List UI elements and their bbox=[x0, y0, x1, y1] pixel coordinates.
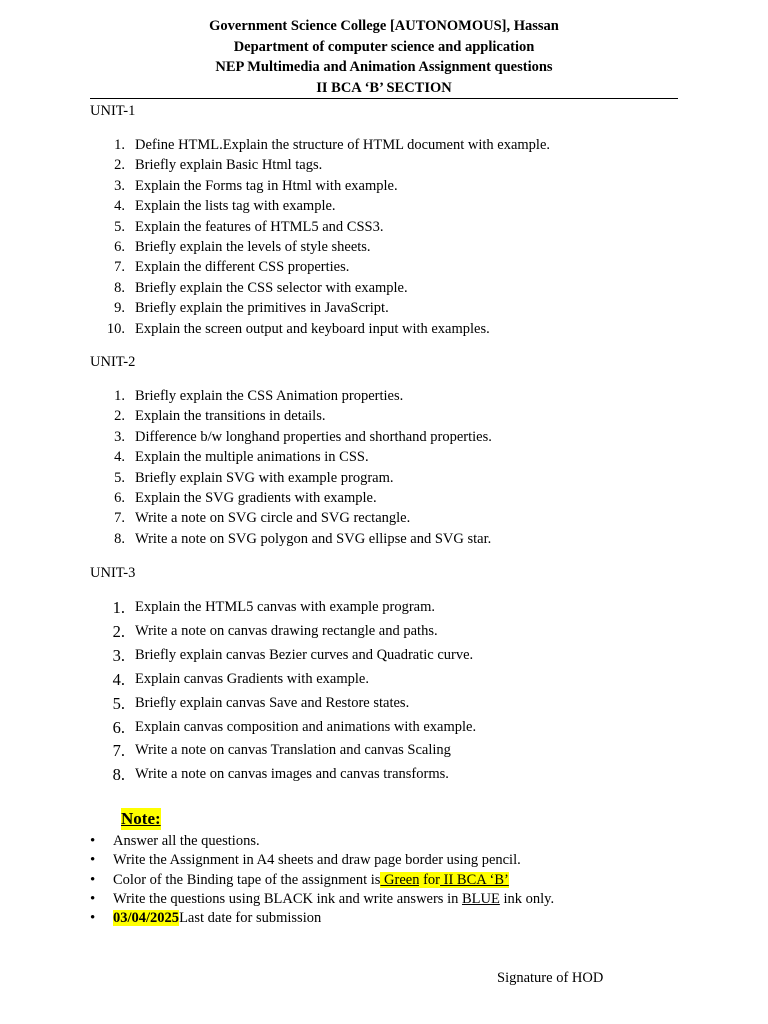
bullet-icon: • bbox=[90, 833, 96, 849]
question-number: 10. bbox=[106, 320, 125, 337]
note-text: Write the questions using BLACK ink and write answers in bbox=[113, 890, 462, 907]
question-text: Explain the features of HTML5 and CSS3. bbox=[135, 218, 384, 235]
bullet-icon: • bbox=[90, 852, 96, 869]
question-item bbox=[90, 319, 550, 339]
question-number: 1. bbox=[114, 388, 125, 404]
question-text: Briefly explain the primitives in JavaScript. bbox=[135, 300, 389, 317]
note-list bbox=[90, 832, 554, 928]
question-number: 8. bbox=[114, 279, 125, 296]
binding-class: II BCA ‘B’ bbox=[440, 871, 509, 888]
note-item bbox=[90, 909, 554, 928]
question-number: 2. bbox=[114, 408, 125, 425]
question-item bbox=[90, 508, 492, 528]
note-text-tail: ink only. bbox=[499, 890, 555, 907]
question-item bbox=[90, 739, 476, 763]
question-number: 5. bbox=[114, 469, 125, 486]
question-item bbox=[90, 237, 550, 257]
question-item bbox=[90, 644, 476, 668]
note-text: Write the Assignment in A4 sheets and draw page border using pencil. bbox=[113, 852, 521, 869]
question-text: Difference b/w longhand properties and shorthand properties. bbox=[135, 428, 492, 445]
question-item bbox=[90, 278, 550, 298]
question-text: Explain the multiple animations in CSS. bbox=[135, 449, 369, 466]
question-item bbox=[90, 620, 476, 644]
question-number: 2. bbox=[114, 157, 125, 174]
question-number: 3. bbox=[114, 177, 125, 194]
question-number: 8. bbox=[114, 530, 125, 547]
question-item bbox=[90, 196, 550, 216]
question-item bbox=[90, 427, 492, 447]
question-item bbox=[90, 488, 492, 508]
binding-for: for bbox=[419, 871, 441, 888]
question-item bbox=[90, 298, 550, 318]
section-name: II BCA ‘B’ SECTION bbox=[316, 79, 452, 96]
assignment-title: NEP Multimedia and Animation Assignment questions bbox=[215, 59, 553, 76]
question-text: Briefly explain canvas Bezier curves and Quadratic curve. bbox=[135, 646, 474, 663]
question-number: 6. bbox=[112, 717, 125, 737]
question-number: 7. bbox=[114, 510, 125, 527]
question-text: Write a note on canvas images and canvas transforms. bbox=[135, 766, 449, 783]
question-item bbox=[90, 135, 550, 155]
question-text: Explain the lists tag with example. bbox=[135, 198, 336, 215]
question-number: 9. bbox=[114, 300, 125, 317]
question-item bbox=[90, 468, 492, 488]
note-item bbox=[90, 851, 554, 870]
bullet-icon: • bbox=[90, 910, 96, 927]
question-text: Write a note on SVG polygon and SVG ellipse and SVG star. bbox=[135, 530, 492, 547]
question-number: 5. bbox=[114, 218, 125, 235]
question-item bbox=[90, 406, 492, 426]
bullet-icon: • bbox=[90, 890, 96, 907]
question-item bbox=[90, 692, 476, 716]
question-number: 6. bbox=[114, 490, 125, 507]
unit3-question-list bbox=[90, 596, 476, 787]
question-text: Briefly explain SVG with example program. bbox=[135, 469, 394, 486]
note-text: Answer all the questions. bbox=[113, 833, 260, 849]
unit1-heading: UNIT-1 bbox=[90, 103, 136, 119]
question-number: 2. bbox=[112, 621, 125, 641]
question-text: Explain the screen output and keyboard input with examples. bbox=[135, 320, 490, 337]
question-item bbox=[90, 155, 550, 175]
question-item bbox=[90, 596, 476, 620]
college-name: Government Science College [AUTONOMOUS], Hassan bbox=[209, 18, 559, 34]
question-text: Briefly explain Basic Html tags. bbox=[135, 157, 323, 174]
blue-ink-label: BLUE bbox=[461, 890, 500, 907]
question-number: 1. bbox=[114, 137, 125, 153]
question-item bbox=[90, 716, 476, 740]
question-text: Write a note on canvas drawing rectangle and paths. bbox=[135, 622, 438, 639]
question-item bbox=[90, 257, 550, 277]
note-item bbox=[90, 871, 554, 890]
submission-date: 03/04/2025 bbox=[113, 910, 180, 927]
note-item bbox=[90, 890, 554, 909]
question-item bbox=[90, 763, 476, 787]
question-number: 3. bbox=[114, 428, 125, 445]
unit3-heading: UNIT-3 bbox=[90, 565, 136, 581]
question-text: Write a note on canvas Translation and canvas Scaling bbox=[135, 742, 451, 759]
question-item bbox=[90, 386, 492, 406]
question-number: 7. bbox=[114, 259, 125, 276]
note-text: Color of the Binding tape of the assignment is bbox=[113, 871, 381, 888]
question-text: Briefly explain canvas Save and Restore states. bbox=[135, 694, 410, 711]
unit1-question-list bbox=[90, 135, 550, 339]
bullet-icon: • bbox=[90, 871, 96, 888]
question-text: Define HTML.Explain the structure of HTML document with example. bbox=[135, 137, 551, 153]
question-number: 1. bbox=[112, 598, 125, 617]
question-text: Briefly explain the CSS selector with example. bbox=[135, 279, 408, 296]
question-text: Explain the Forms tag in Html with example. bbox=[135, 177, 398, 194]
question-number: 6. bbox=[114, 239, 125, 256]
question-text: Explain canvas composition and animations with example. bbox=[135, 718, 477, 735]
question-number: 8. bbox=[112, 765, 125, 785]
question-text: Explain the SVG gradients with example. bbox=[135, 490, 377, 507]
question-number: 5. bbox=[112, 693, 125, 713]
question-text: Explain canvas Gradients with example. bbox=[135, 670, 369, 687]
question-item bbox=[90, 529, 492, 549]
unit2-question-list bbox=[90, 386, 492, 549]
department-name: Department of computer science and application bbox=[233, 38, 535, 55]
binding-color: Green bbox=[380, 871, 420, 888]
question-text: Explain the transitions in details. bbox=[135, 408, 326, 425]
question-item bbox=[90, 217, 550, 237]
question-number: 4. bbox=[114, 449, 125, 466]
question-text: Explain the HTML5 canvas with example program. bbox=[135, 599, 435, 615]
question-number: 4. bbox=[112, 669, 125, 689]
unit2-heading: UNIT-2 bbox=[90, 354, 136, 370]
question-number: 3. bbox=[112, 645, 125, 665]
question-text: Briefly explain the CSS Animation properties. bbox=[135, 388, 404, 404]
question-text: Write a note on SVG circle and SVG rectangle. bbox=[135, 510, 411, 527]
submission-label: Last date for submission bbox=[179, 910, 322, 927]
question-text: Briefly explain the levels of style sheets. bbox=[135, 239, 371, 256]
note-item bbox=[90, 832, 554, 851]
question-item bbox=[90, 447, 492, 467]
question-text: Explain the different CSS properties. bbox=[135, 259, 350, 276]
hod-signature-label: Signature of HOD bbox=[497, 970, 604, 986]
question-number: 7. bbox=[112, 741, 125, 761]
question-number: 4. bbox=[114, 198, 125, 215]
note-heading: Note: bbox=[121, 809, 161, 828]
document-header bbox=[90, 16, 678, 99]
question-item bbox=[90, 668, 476, 692]
question-item bbox=[90, 176, 550, 196]
